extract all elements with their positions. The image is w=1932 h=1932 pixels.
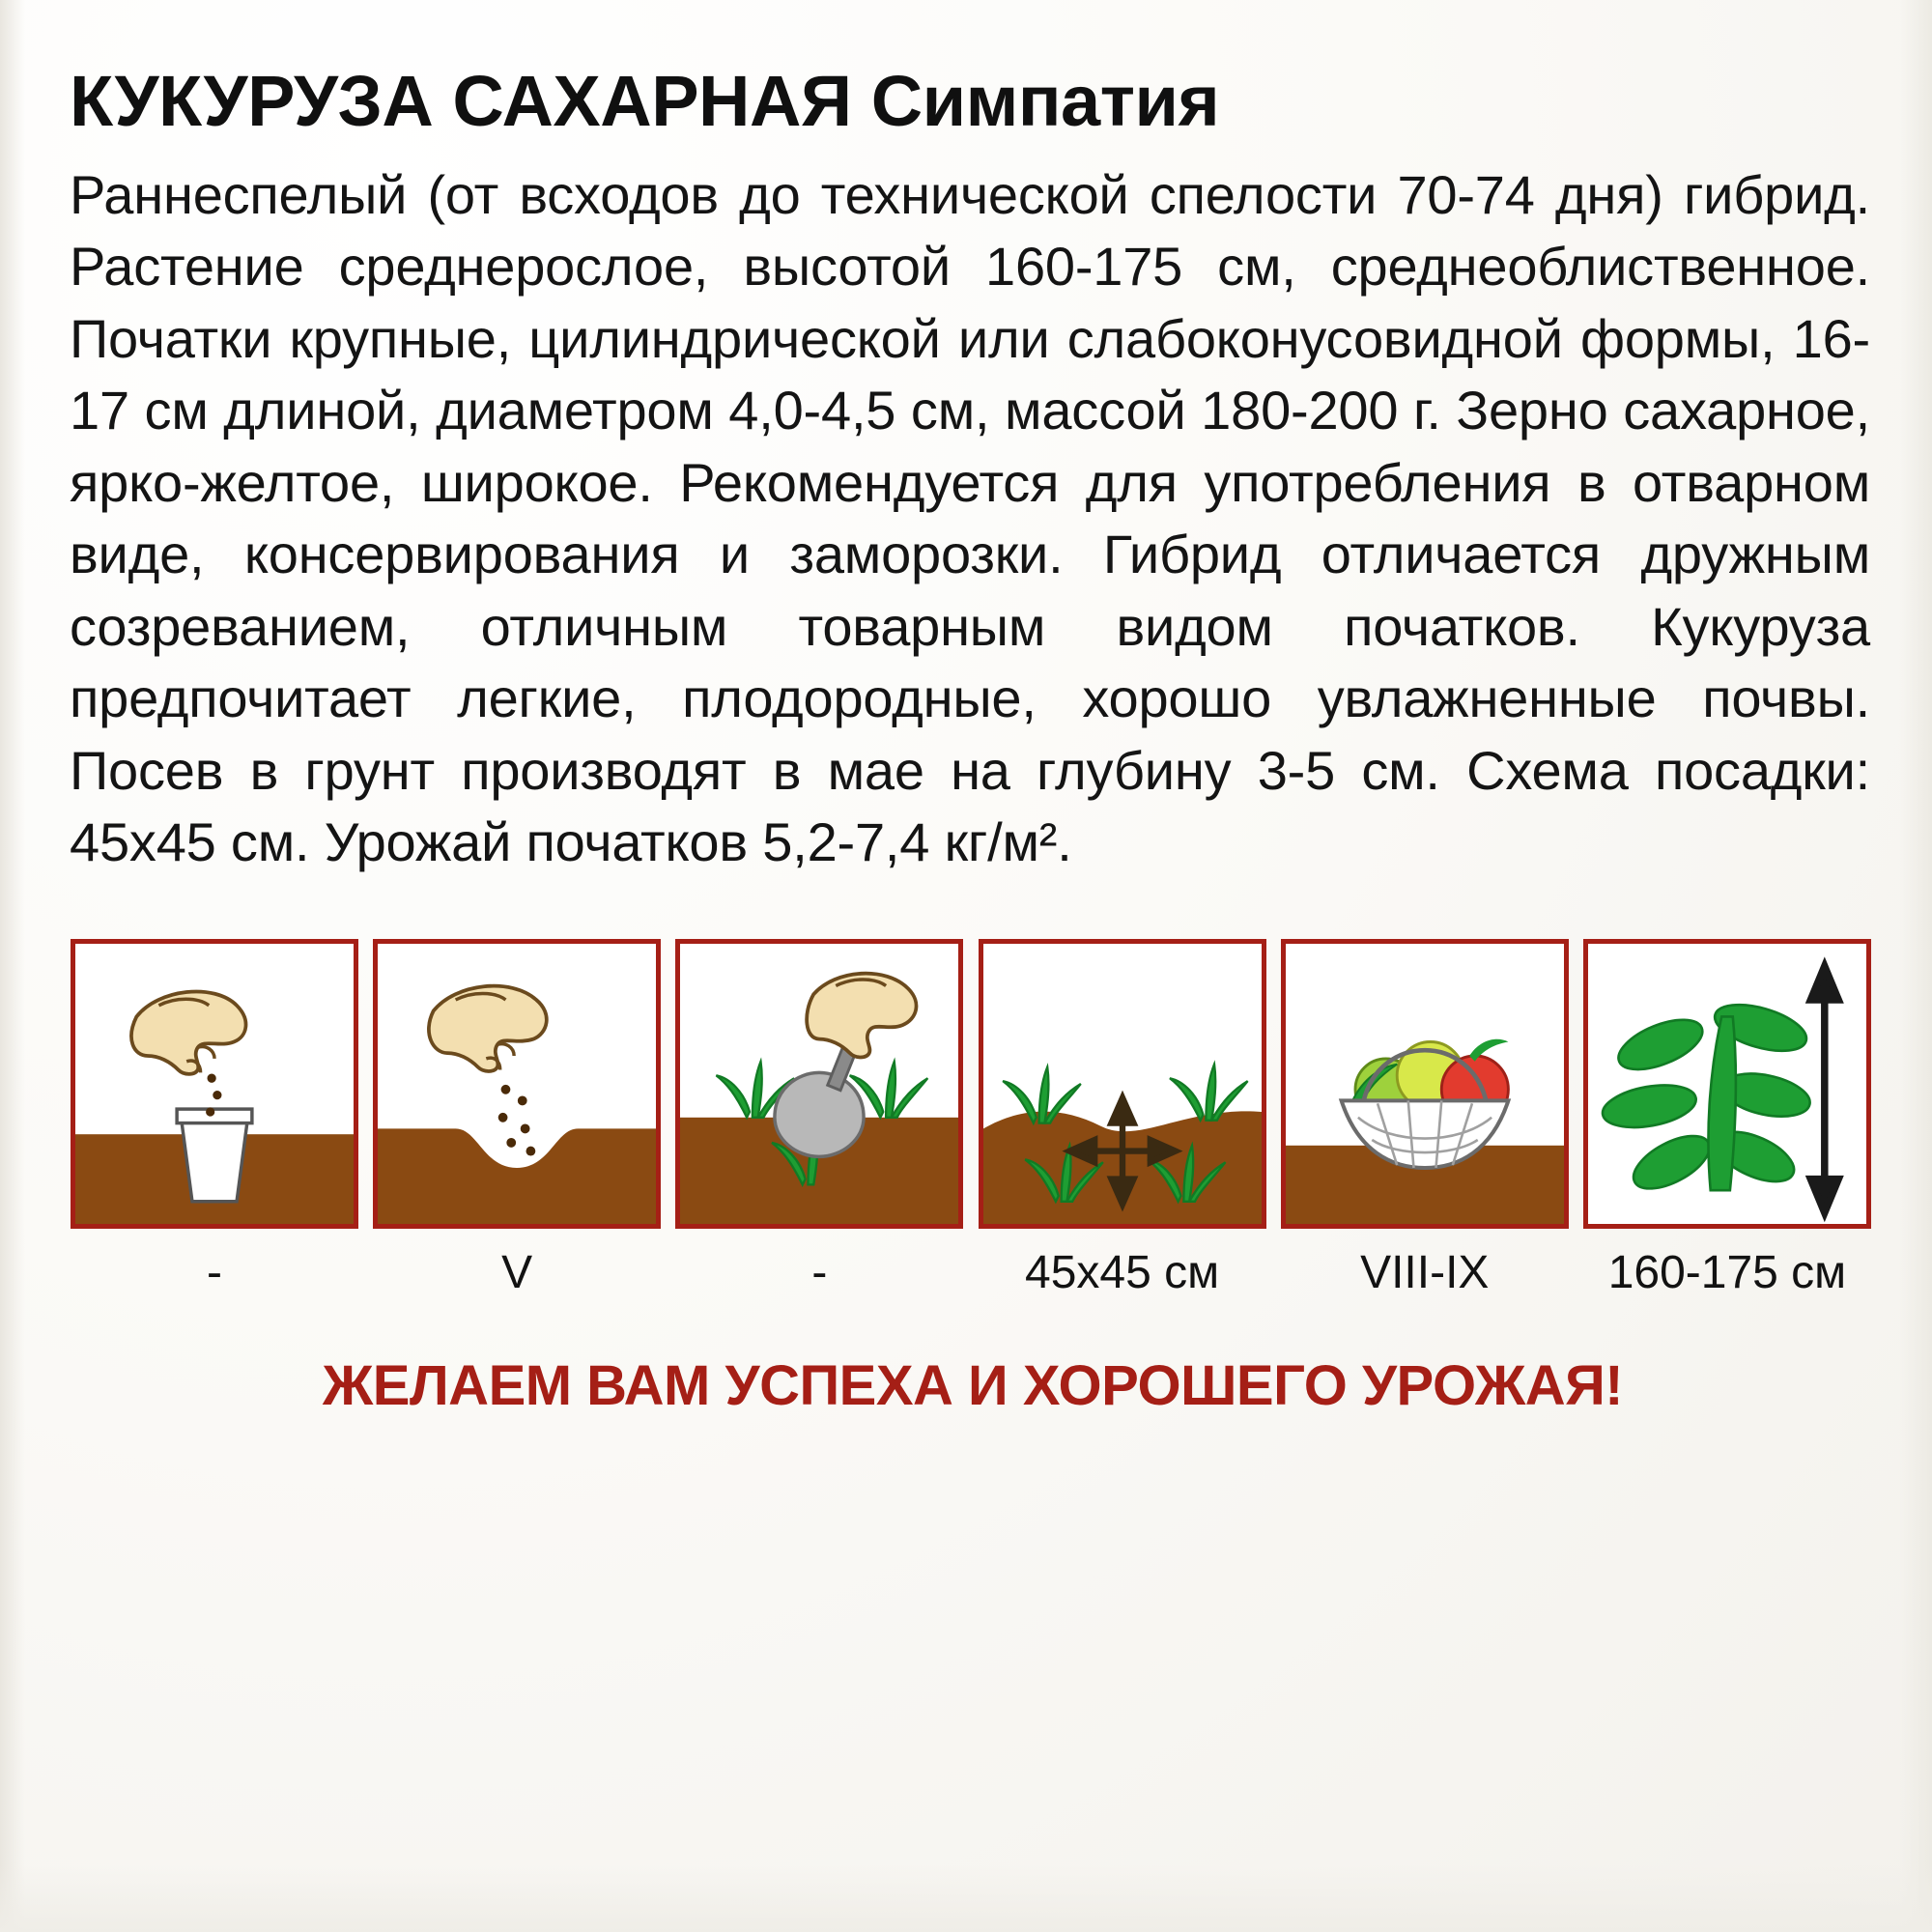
- pictogram-row: [70, 939, 1876, 1299]
- pictogram-caption: 45х45 см: [1025, 1246, 1220, 1298]
- description-text: Раннеспелый (от всходов до технической спелости 70-74 дня) гибрид. Растение среднерослое, высотой 160-175 см, среднеоблиственное. Початки крупные, цилиндрической или слабоконусовидной формы, 16-17 см длиной, диаметром 4,0-4,5 см, массой 180-200 г. Зерно сахарное, ярко-желтое, широкое. Рекомендуется для употребления в отварном виде, консервирования и заморозки. Гибрид отличается дружным созреванием, отличным товарным видом початков. Кукуруза предпочитает легкие, плодородные, хорошо увлажненные почвы. Посев в грунт производят в мае на глубину 3-5 см. Схема посадки: 45х45 см. Урожай початков 5,2-7,4 кг/м².: [70, 164, 1870, 873]
- transplanting-icon: [675, 939, 963, 1229]
- paper-edge-right: [1899, 0, 1932, 1932]
- harvest-basket-icon: [1281, 939, 1569, 1229]
- paper-edge-bottom: [0, 1864, 1932, 1932]
- pictogram-item: [1280, 939, 1570, 1299]
- pictogram-item: [978, 939, 1267, 1299]
- pictogram-caption: 160-175 см: [1607, 1246, 1847, 1298]
- sowing-seedling-pot-icon: [71, 939, 358, 1229]
- paper-edge-left: [0, 0, 25, 1932]
- pictogram-item: [70, 939, 359, 1299]
- crop-name: КУКУРУЗА САХАРНАЯ: [70, 61, 852, 141]
- variety-name: Симпатия: [870, 61, 1220, 141]
- planting-scheme-icon: [979, 939, 1266, 1229]
- page-title: [70, 60, 1876, 142]
- pictogram-caption: V: [501, 1246, 533, 1298]
- pictogram-caption: VIII-IX: [1360, 1246, 1490, 1298]
- pictogram-item: [1582, 939, 1872, 1299]
- plant-height-icon: [1583, 939, 1871, 1229]
- sowing-open-ground-icon: [373, 939, 661, 1229]
- pictogram-item: [372, 939, 662, 1299]
- pictogram-caption: -: [207, 1246, 222, 1298]
- pictogram-item: [674, 939, 964, 1299]
- good-harvest-wish: ЖЕЛАЕМ ВАМ УСПЕХА И ХОРОШЕГО УРОЖАЯ!: [322, 1353, 1624, 1417]
- pictogram-caption: -: [811, 1246, 828, 1298]
